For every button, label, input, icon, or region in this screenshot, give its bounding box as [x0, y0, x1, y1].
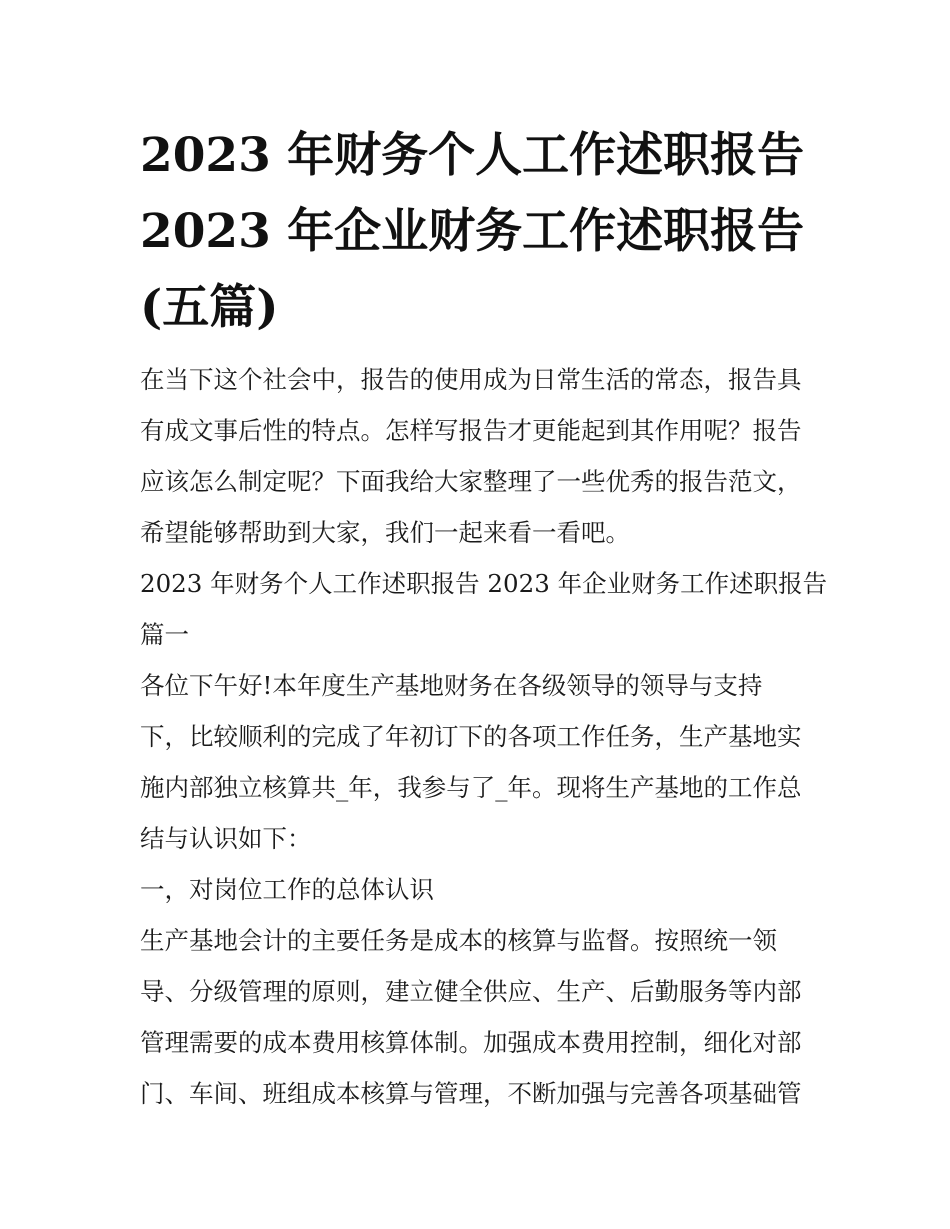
title-line: 2023 年财务个人工作述职报告: [140, 128, 805, 183]
paragraph-line: 导、分级管理的原则，建立健全供应、生产、后勤服务等内部: [140, 977, 802, 1006]
document-title: [140, 118, 830, 346]
document-body: [140, 354, 830, 1119]
title-line: 2023 年企业财务工作述职报告: [140, 204, 805, 259]
intro-paragraph-line: 在当下这个社会中，报告的使用成为日常生活的常态，报告具: [140, 365, 802, 394]
paragraph-line: 生产基地会计的主要任务是成本的核算与监督。按照统一领: [140, 926, 777, 955]
title-line: (五篇): [140, 280, 279, 335]
paragraph-line: 门、车间、班组成本核算与管理，不断加强与完善各项基础管: [140, 1079, 802, 1108]
section-heading-line: 篇一: [140, 620, 189, 649]
paragraph-line: 施内部独立核算共_年，我参与了_年。现将生产基地的工作总: [140, 773, 802, 802]
intro-paragraph-line: 有成文事后性的特点。怎样写报告才更能起到其作用呢？报告: [140, 416, 802, 445]
paragraph-line: 结与认识如下：: [140, 824, 312, 853]
paragraph-line: 管理需要的成本费用核算体制。加强成本费用控制，细化对部: [140, 1028, 802, 1057]
intro-paragraph-line: 应该怎么制定呢？下面我给大家整理了一些优秀的报告范文，: [140, 467, 802, 496]
subheading-line: 一，对岗位工作的总体认识: [140, 875, 434, 904]
intro-paragraph-line: 希望能够帮助到大家，我们一起来看一看吧。: [140, 518, 630, 547]
paragraph-line: 各位下午好!本年度生产基地财务在各级领导的领导与支持: [140, 671, 763, 700]
section-heading-line: 2023 年财务个人工作述职报告 2023 年企业财务工作述职报告: [140, 569, 828, 598]
paragraph-line: 下，比较顺利的完成了年初订下的各项工作任务，生产基地实: [140, 722, 802, 751]
